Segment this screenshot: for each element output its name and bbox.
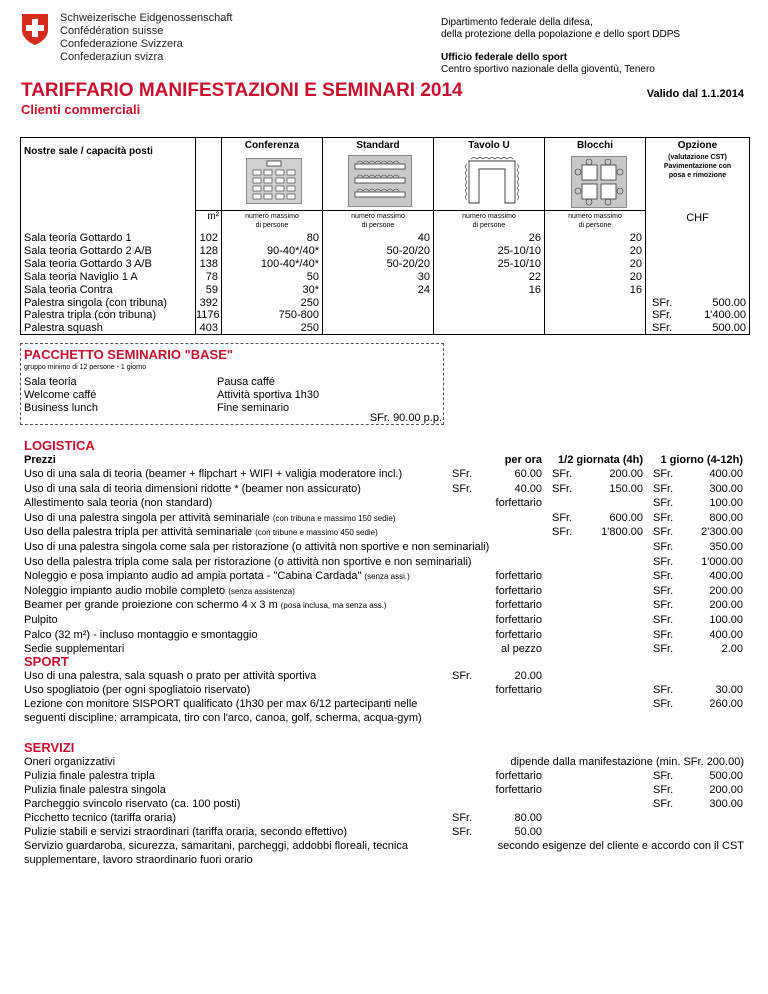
logistica-row xyxy=(24,541,492,553)
office-line: Centro sportivo nazionale della gioventù, Tenero xyxy=(441,64,655,75)
currency-day: SFr. xyxy=(653,698,674,710)
price-hour: forfettario xyxy=(495,770,542,782)
row-text: Noleggio impianto audio mobile completo xyxy=(24,584,226,597)
sport-row-text: seguenti discipline: arrampicata, tiro con l'arco, canoa, golf, scherma, acqua-gym) xyxy=(24,712,422,724)
room-currency: SFr. xyxy=(652,296,673,309)
room-currency: SFr. xyxy=(652,322,673,335)
logistica-row xyxy=(24,556,475,568)
room-blk: 16 xyxy=(629,283,642,296)
price-day: 800.00 xyxy=(709,511,743,524)
sport-title: SPORT xyxy=(24,654,69,669)
currency-day: SFr. xyxy=(653,511,674,524)
option-note-line: posa e rimozione xyxy=(668,172,727,179)
servizi-row-text: Parcheggio svincolo riservato (ca. 100 posti) xyxy=(24,798,241,810)
seminar-note: gruppo minimo di 12 persone - 1 giorno xyxy=(24,364,147,371)
max-label-line: di persone xyxy=(472,222,506,229)
max-label-line: numero massimo xyxy=(351,213,405,220)
room-price: 500.00 xyxy=(712,322,746,335)
org-name-de: Schweizerische Eidgenossenschaft xyxy=(60,12,233,24)
room-m2: 1176 xyxy=(196,309,220,322)
chf-header: CHF xyxy=(686,212,709,224)
currency-day: SFr. xyxy=(653,497,674,510)
currency-day: SFr. xyxy=(653,770,674,782)
seminar-price: SFr. 90.00 p.p. xyxy=(369,412,442,424)
room-name: Palestra squash xyxy=(24,322,103,335)
room-blk: 20 xyxy=(629,232,642,244)
max-label-line: di persone xyxy=(361,222,395,229)
option-note-line: (valutazione CST) xyxy=(668,154,727,161)
row-text: Sedie supplementari xyxy=(24,643,125,656)
room-m2: 138 xyxy=(199,257,218,270)
room-u: 25-10/10 xyxy=(497,244,541,257)
servizi-row-text: Pulizia finale palestra tripla xyxy=(24,770,155,782)
currency-day: SFr. xyxy=(653,526,674,539)
price-day: 200.00 xyxy=(709,599,743,612)
room-price: 500.00 xyxy=(712,296,746,309)
room-name: Sala teoria Gottardo 2 A/B xyxy=(24,244,152,257)
currency-day: SFr. xyxy=(653,584,674,597)
price-hour: forfettario xyxy=(495,784,542,796)
servizi-row-text: Oneri organizzativi xyxy=(24,756,116,768)
currency-day: SFr. xyxy=(653,555,674,568)
conference-layout-icon xyxy=(246,158,302,204)
room-u: 25-10/10 xyxy=(497,257,541,270)
servizi-note: secondo esigenze del cliente e accordo con il CST xyxy=(497,840,744,852)
price-hour: forfettario xyxy=(495,599,542,612)
row-text: Uso della palestra tripla come sala per ristorazione (o attività non sportive e non seminariali) xyxy=(24,555,472,568)
currency-hour: SFr. xyxy=(452,812,473,824)
currency-hour: SFr. xyxy=(452,670,473,682)
room-m2: 403 xyxy=(199,322,218,335)
max-persons-label xyxy=(545,212,645,230)
row-text: Beamer per grande proiezione con schermo 4 x 3 m xyxy=(24,599,278,612)
price-day: 400.00 xyxy=(709,628,743,641)
room-m2: 102 xyxy=(199,232,218,244)
price-day: 100.00 xyxy=(709,497,743,510)
price-day: 30.00 xyxy=(715,684,743,696)
room-std: 50-20/20 xyxy=(386,257,430,270)
row-text: Noleggio e posa impianto audio ad ampia portata - "Cabina Cardada" xyxy=(24,570,362,583)
room-name: Palestra tripla (con tribuna) xyxy=(24,309,157,322)
currency-hour: SFr. xyxy=(452,482,473,495)
u-table-layout-icon xyxy=(461,155,523,207)
col-header-standard: Standard xyxy=(356,140,400,151)
max-label-line: di persone xyxy=(255,222,289,229)
row-text: Allestimento sala teoria (non standard) xyxy=(24,497,213,510)
room-conf: 30* xyxy=(302,283,319,296)
room-u: 26 xyxy=(528,232,541,244)
currency-hour: SFr. xyxy=(452,468,473,480)
price-hour: 80.00 xyxy=(514,812,542,824)
option-note xyxy=(646,153,749,180)
room-std: 50-20/20 xyxy=(386,244,430,257)
logistica-row xyxy=(24,585,295,597)
room-u: 16 xyxy=(528,283,541,296)
room-conf: 50 xyxy=(306,270,319,283)
price-hour: forfettario xyxy=(495,614,542,626)
currency-half: SFr. xyxy=(552,511,573,524)
price-day: 400.00 xyxy=(709,468,743,480)
seminar-right-list xyxy=(217,376,319,415)
price-day: 500.00 xyxy=(709,770,743,782)
sport-row-text: Uso di una palestra, sala squash o prato per attività sportiva xyxy=(24,670,317,682)
servizi-row-text: Pulizie stabili e servizi straordinari (tariffa oraria, secondo effettivo) xyxy=(24,826,348,838)
price-hour: forfettario xyxy=(495,584,542,597)
price-day: 350.00 xyxy=(709,541,743,553)
price-day: 300.00 xyxy=(709,798,743,810)
swiss-coat-of-arms-logo xyxy=(20,12,50,46)
logistica-row xyxy=(24,497,215,509)
room-name: Sala teoria Contra xyxy=(24,283,113,296)
currency-day: SFr. xyxy=(653,482,674,495)
page-subtitle: Clienti commerciali xyxy=(21,102,141,117)
option-note-line: Pavimentazione con xyxy=(663,163,732,170)
price-hour: 40.00 xyxy=(514,482,542,495)
currency-day: SFr. xyxy=(653,599,674,612)
room-std: 40 xyxy=(417,232,430,244)
room-blk: 20 xyxy=(629,257,642,270)
price-day: 100.00 xyxy=(709,614,743,626)
row-text: Uso di una palestra singola per attività seminariale xyxy=(24,511,270,524)
max-label-line: numero massimo xyxy=(568,213,622,220)
sport-row-text: Lezione con monitore SISPORT qualificato (1h30 per max 6/12 partecipanti nelle xyxy=(24,698,418,710)
price-day: 400.00 xyxy=(709,570,743,583)
row-note: (con tribuna e massimo 150 sedie) xyxy=(272,513,396,523)
currency-half: SFr. xyxy=(552,482,573,495)
dept-line-2: della protezione della popolazione e dello sport DDPS xyxy=(441,29,681,40)
price-hour: 50.00 xyxy=(514,826,542,838)
table-divider xyxy=(195,210,646,211)
row-note: (senza assistenza) xyxy=(228,586,295,596)
room-conf: 250 xyxy=(300,296,319,309)
price-hour: forfettario xyxy=(495,570,542,583)
currency-day: SFr. xyxy=(653,643,674,656)
currency-day: SFr. xyxy=(653,628,674,641)
room-price: 1'400.00 xyxy=(704,309,746,322)
seminar-item: Pausa caffé xyxy=(217,376,275,388)
room-name: Sala teoria Gottardo 1 xyxy=(24,232,132,244)
price-day: 260.00 xyxy=(709,698,743,710)
room-blk: 20 xyxy=(629,244,642,257)
currency-day: SFr. xyxy=(653,798,674,810)
room-name: Sala teoria Naviglio 1 A xyxy=(24,270,138,283)
col-header-per-ora: per ora xyxy=(504,454,542,466)
sport-row-text: Uso spogliatoio (per ogni spogliatoio riservato) xyxy=(24,684,251,696)
room-name: Palestra singola (con tribuna) xyxy=(24,296,168,309)
price-hour: forfettario xyxy=(495,628,542,641)
price-hour: al pezzo xyxy=(501,643,542,656)
room-m2: 392 xyxy=(199,296,218,309)
m2-header: m² xyxy=(207,211,219,222)
room-m2: 78 xyxy=(205,270,218,283)
col-header-full-day: 1 giorno (4-12h) xyxy=(660,454,743,466)
seminar-item: Welcome caffé xyxy=(24,389,97,401)
servizi-title: SERVIZI xyxy=(24,740,75,755)
page-title: TARIFFARIO MANIFESTAZIONI E SEMINARI 2014 xyxy=(21,80,463,101)
row-text: Uso della palestra tripla per attività seminariale xyxy=(24,526,253,539)
row-note: (senza assi.) xyxy=(364,572,410,582)
price-half: 200.00 xyxy=(609,468,643,480)
department-block xyxy=(441,17,680,76)
room-conf: 100-40*/40* xyxy=(260,257,319,270)
seminar-item: Sala teoria xyxy=(24,376,77,388)
row-text: Uso di una palestra singola come sala per ristorazione (o attività non sportive e non seminariali) xyxy=(24,541,490,553)
logistica-row xyxy=(24,614,61,626)
logistica-row xyxy=(24,512,396,524)
logistica-row xyxy=(24,599,387,611)
seminar-item: Business lunch xyxy=(24,402,98,414)
currency-day: SFr. xyxy=(653,570,674,583)
max-label-line: numero massimo xyxy=(245,213,299,220)
price-day: 200.00 xyxy=(709,584,743,597)
row-text: Uso di una sala di teoria dimensioni ridotte * (beamer non assicurato) xyxy=(24,482,361,495)
col-header-half-day: 1/2 giornata (4h) xyxy=(558,454,643,466)
dept-line-1: Dipartimento federale della difesa, xyxy=(441,17,593,28)
logistica-title: LOGISTICA xyxy=(24,438,95,453)
room-std: 24 xyxy=(417,283,430,296)
logistica-row xyxy=(24,483,364,495)
logistica-row xyxy=(24,526,378,538)
servizi-row-text: supplementare, lavoro straordinario fuori orario xyxy=(24,854,253,866)
price-hour: forfettario xyxy=(495,684,542,696)
room-conf: 750-800 xyxy=(278,309,319,322)
room-name: Sala teoria Gottardo 3 A/B xyxy=(24,257,152,270)
seminar-title: PACCHETTO SEMINARIO "BASE" xyxy=(24,347,234,362)
row-note: (posa inclusa, ma senza ass.) xyxy=(280,601,387,611)
row-text: Uso di una sala di teoria (beamer + flipchart + WIFI + valigia moderatore incl.) xyxy=(24,468,403,480)
logistica-row xyxy=(24,570,410,582)
price-half: 150.00 xyxy=(609,482,643,495)
col-header-blocchi: Blocchi xyxy=(576,140,614,151)
room-currency: SFr. xyxy=(652,309,673,322)
price-day: 300.00 xyxy=(709,482,743,495)
currency-day: SFr. xyxy=(653,468,674,480)
price-day: 2'300.00 xyxy=(701,526,743,539)
row-text: Palco (32 m²) - incluso montaggio e smontaggio xyxy=(24,628,258,641)
row-note: (con tribune e massimo 450 sedie) xyxy=(255,528,378,538)
price-hour: 20.00 xyxy=(514,670,542,682)
room-blk: 20 xyxy=(629,270,642,283)
rooms-table xyxy=(20,137,750,335)
price-half: 1'800.00 xyxy=(601,526,643,539)
room-u: 22 xyxy=(528,270,541,283)
servizi-row-text: Pulizia finale palestra singola xyxy=(24,784,166,796)
currency-half: SFr. xyxy=(552,468,573,480)
prezzi-label: Prezzi xyxy=(24,454,56,466)
room-std: 30 xyxy=(417,270,430,283)
price-day: 1'000.00 xyxy=(701,555,743,568)
blocks-layout-icon xyxy=(571,156,627,208)
max-label-line: di persone xyxy=(578,222,612,229)
max-persons-label xyxy=(434,212,544,230)
room-m2: 59 xyxy=(205,283,218,296)
seminar-left-list xyxy=(24,376,98,415)
col-header-opzione: Opzione xyxy=(677,140,718,151)
seminar-item: Fine seminario xyxy=(217,402,290,414)
room-conf: 90-40*/40* xyxy=(267,244,319,257)
price-hour: forfettario xyxy=(495,497,542,510)
currency-day: SFr. xyxy=(653,614,674,626)
seminar-item: Attività sportiva 1h30 xyxy=(217,389,320,401)
standard-layout-icon xyxy=(348,155,412,207)
currency-half: SFr. xyxy=(552,526,573,539)
org-name-it: Confederazione Svizzera xyxy=(60,38,183,50)
room-m2: 128 xyxy=(199,244,218,257)
office-name: Ufficio federale dello sport xyxy=(441,52,568,63)
price-hour: 60.00 xyxy=(514,468,542,480)
org-name-rm: Confederaziun svizra xyxy=(60,51,164,63)
room-conf: 250 xyxy=(300,322,319,335)
col-header-tavolo-u: Tavolo U xyxy=(468,140,510,151)
row-text: Pulpito xyxy=(24,614,58,626)
servizi-note: dipende dalla manifestazione (min. SFr. 200.00) xyxy=(510,756,744,768)
org-names xyxy=(60,12,232,64)
max-label-line: numero massimo xyxy=(462,213,516,220)
rooms-table-label: Nostre sale / capacità posti xyxy=(24,146,153,157)
price-day: 2.00 xyxy=(721,643,743,656)
valid-date: Valido dal 1.1.2014 xyxy=(646,88,744,100)
servizi-row-text: Picchetto tecnico (tariffa oraria) xyxy=(24,812,177,824)
price-day: 200.00 xyxy=(709,784,743,796)
currency-day: SFr. xyxy=(653,684,674,696)
price-half: 600.00 xyxy=(609,511,643,524)
org-name-fr: Confédération suisse xyxy=(60,25,164,37)
currency-day: SFr. xyxy=(653,784,674,796)
col-header-conferenza: Conferenza xyxy=(244,140,300,151)
servizi-row-text: Servizio guardaroba, sicurezza, samaritani, parcheggi, addobbi floreali, tecnica xyxy=(24,840,408,852)
room-conf: 80 xyxy=(306,232,319,244)
logistica-row xyxy=(24,468,405,480)
max-persons-label xyxy=(222,212,322,230)
logistica-row xyxy=(24,629,261,641)
currency-day: SFr. xyxy=(653,541,674,553)
currency-hour: SFr. xyxy=(452,826,473,838)
max-persons-label xyxy=(323,212,433,230)
